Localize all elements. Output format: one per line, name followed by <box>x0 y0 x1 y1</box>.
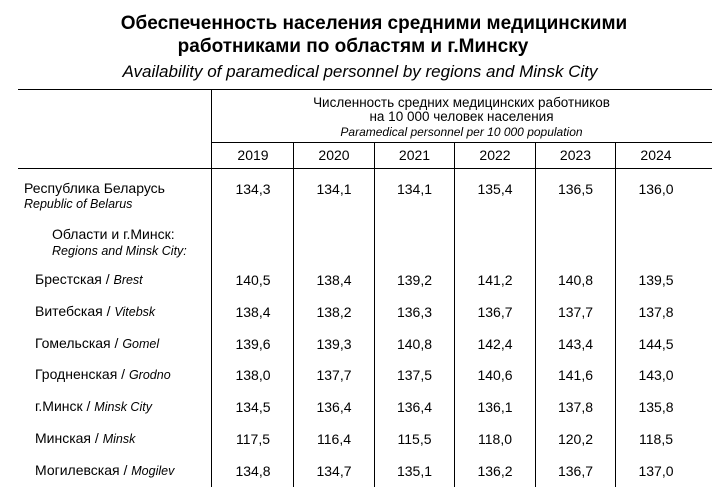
table-cell: 116,4 <box>317 431 351 447</box>
table-cell: 118,0 <box>478 431 512 447</box>
table-cell: 135,4 <box>477 181 513 197</box>
table-cell: 137,0 <box>638 463 674 479</box>
republic-label-en: Republic of Belarus <box>24 197 133 211</box>
row-label-en: Vitebsk <box>114 305 156 319</box>
header-ru-line-2: на 10 000 человек населения <box>369 109 554 124</box>
table-cell: 140,5 <box>235 272 271 288</box>
table-cell: 140,6 <box>477 367 513 383</box>
regions-label-en: Regions and Minsk City: <box>52 244 187 258</box>
year-header: 2023 <box>559 147 592 163</box>
table-cell: 138,0 <box>235 367 271 383</box>
table-cell: 134,3 <box>235 181 271 197</box>
row-label-ru: Брестская / <box>35 271 114 287</box>
table-cell: 142,4 <box>477 336 513 352</box>
row-label-ru: Гродненская / <box>35 366 129 382</box>
table-cell: 140,8 <box>396 336 433 352</box>
table-cell: 136,7 <box>477 304 513 320</box>
row-label <box>35 271 143 289</box>
table-cell: 117,5 <box>236 431 270 447</box>
page-subtitle: Availability of paramedical personnel by regions and Minsk City <box>122 62 598 81</box>
row-label-en: Minsk City <box>94 400 152 414</box>
year-header: 2020 <box>318 147 350 163</box>
table-cell: 136,3 <box>396 304 433 320</box>
table-cell: 136,1 <box>477 399 513 415</box>
table-cell: 134,8 <box>235 463 271 479</box>
header-en: Paramedical personnel per 10 000 population <box>340 125 583 139</box>
table-cell: 134,7 <box>316 463 352 479</box>
row-label-ru: г.Минск / <box>35 398 95 414</box>
regions-label-ru: Области и г.Минск: <box>52 226 175 242</box>
year-header: 2019 <box>237 147 269 163</box>
republic-label-ru: Республика Беларусь <box>24 180 165 196</box>
table-cell: 136,7 <box>557 463 594 479</box>
row-label-en: Grodno <box>128 368 171 382</box>
table-cell: 136,4 <box>316 399 352 415</box>
row-label-ru: Могилевская / <box>35 462 132 478</box>
table-cell: 138,4 <box>235 304 271 320</box>
table-cell: 136,0 <box>638 181 674 197</box>
header-bottom-border <box>18 168 712 169</box>
table-cell: 139,2 <box>396 272 433 288</box>
title-line-2: работниками по областям и г.Минску <box>177 36 529 57</box>
year-header: 2021 <box>398 147 431 163</box>
title-line-1: Обеспеченность населения средними медицинскими <box>120 13 628 34</box>
table-cell: 134,1 <box>316 181 352 197</box>
header-year-divider <box>211 142 712 143</box>
table-cell: 137,8 <box>638 304 674 320</box>
table-cell: 135,1 <box>396 463 433 479</box>
table-cell: 136,5 <box>557 181 594 197</box>
table-cell: 136,2 <box>477 463 513 479</box>
year-header: 2024 <box>640 147 672 163</box>
year-header: 2022 <box>479 147 511 163</box>
table-cell: 136,4 <box>396 399 433 415</box>
row-label-ru: Минская / <box>35 430 103 446</box>
table-cell: 139,6 <box>235 336 271 352</box>
table-cell: 139,5 <box>638 272 674 288</box>
row-label <box>35 366 171 384</box>
table-cell: 144,5 <box>638 336 674 352</box>
row-label <box>35 335 159 353</box>
row-label <box>35 462 174 480</box>
table-cell: 135,8 <box>638 399 674 415</box>
table-cell: 115,5 <box>397 431 432 447</box>
table-cell: 134,5 <box>235 399 271 415</box>
row-label-en: Mogilev <box>131 464 175 478</box>
table-cell: 137,7 <box>557 304 594 320</box>
table-cell: 137,7 <box>316 367 352 383</box>
table-cell: 138,4 <box>316 272 352 288</box>
table-cell: 143,4 <box>557 336 594 352</box>
row-label <box>35 398 152 416</box>
table-cell: 134,1 <box>396 181 433 197</box>
column-divider <box>211 89 212 487</box>
row-label-en: Gomel <box>122 337 160 351</box>
table-cell: 141,6 <box>557 367 594 383</box>
table-cell: 138,2 <box>316 304 352 320</box>
table-cell: 137,5 <box>396 367 433 383</box>
table-top-border <box>18 89 712 90</box>
row-label-ru: Гомельская / <box>35 335 123 351</box>
row-label <box>35 430 135 448</box>
table-cell: 140,8 <box>557 272 594 288</box>
table-cell: 143,0 <box>638 367 674 383</box>
row-label <box>35 303 155 321</box>
row-label-en: Brest <box>113 273 143 287</box>
table-cell: 139,3 <box>316 336 352 352</box>
table-cell: 137,8 <box>557 399 594 415</box>
table-cell: 118,5 <box>639 431 673 447</box>
header-ru-line-1: Численность средних медицинских работников <box>313 95 610 110</box>
table-cell: 120,2 <box>557 431 594 447</box>
table-cell: 141,2 <box>477 272 513 288</box>
row-label-ru: Витебская / <box>35 303 115 319</box>
row-label-en: Minsk <box>102 432 136 446</box>
